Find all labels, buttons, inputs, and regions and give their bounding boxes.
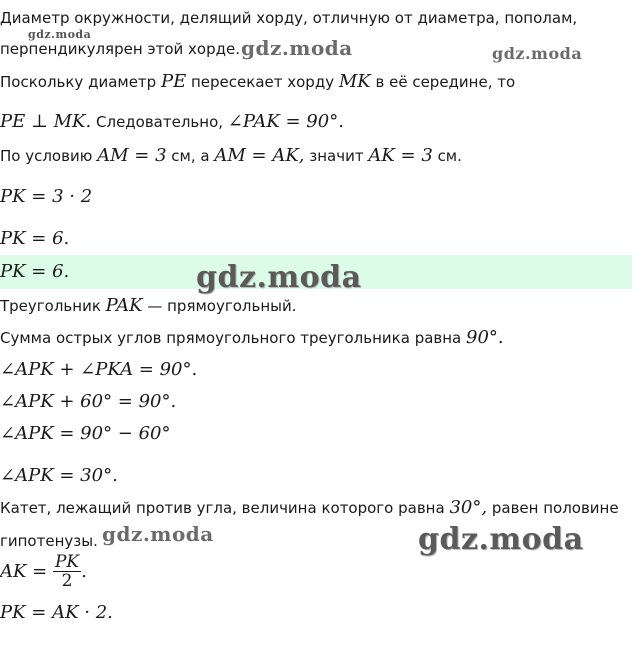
watermark: gdz.moda — [492, 44, 583, 63]
math: PAK — [105, 295, 143, 316]
watermark: gdz.moda — [418, 522, 584, 557]
text: равен половине — [487, 499, 619, 517]
math: ∠PAK = 90°. — [227, 111, 344, 132]
math: AM = AK, — [214, 145, 305, 166]
fraction — [53, 553, 81, 590]
text-line-2: перпендикулярен этой хорде. — [0, 40, 240, 58]
watermark: gdz.moda — [28, 28, 92, 41]
text-line-4 — [0, 112, 344, 132]
formula-line-6: PK = 3 · 2 — [0, 186, 93, 207]
text: По условию — [0, 147, 98, 165]
math: AK = 3 — [368, 145, 433, 166]
math: AK = — [0, 561, 53, 582]
math: . — [81, 561, 87, 582]
formula-line-14: ∠APK = 30°. — [0, 465, 118, 486]
text-line-9 — [0, 296, 297, 316]
watermark: gdz.moda — [241, 36, 353, 60]
math: AM = 3 — [97, 145, 167, 166]
math: PE ⊥ MK. — [0, 111, 92, 132]
watermark: gdz.moda — [196, 260, 362, 295]
text: Треугольник — [0, 297, 106, 315]
text-line-15 — [0, 498, 619, 518]
text: в её середине, то — [370, 73, 516, 91]
formula-line-11: ∠APK + ∠PKA = 90°. — [0, 359, 198, 380]
text: Катет, лежащий против угла, величина которого равна — [0, 499, 450, 517]
watermark: gdz.moda — [102, 522, 214, 546]
formula-line-17 — [0, 553, 87, 590]
text: Следовательно, — [91, 113, 228, 131]
text-line-16: гипотенузы. — [0, 532, 98, 550]
formula-line-8: PK = 6. — [0, 261, 70, 282]
math: 30°, — [449, 497, 488, 518]
text: Сумма острых углов прямоугольного треугольника равна — [0, 329, 467, 347]
formula-line-12: ∠APK + 60° = 90°. — [0, 391, 177, 412]
text: пересекает хорду — [186, 73, 339, 91]
fraction-denominator: 2 — [61, 571, 73, 591]
fraction-numerator: PK — [54, 552, 80, 572]
text: — прямоугольный. — [142, 297, 297, 315]
text: значит — [304, 147, 369, 165]
text: см, а — [166, 147, 215, 165]
math: 90°. — [466, 327, 504, 348]
math: PE — [160, 71, 187, 92]
text-line-3 — [0, 72, 515, 92]
text-line-5 — [0, 146, 462, 166]
text-line-10 — [0, 328, 504, 348]
text-line-1: Диаметр окружности, делящий хорду, отличную от диаметра, пополам, — [0, 9, 578, 27]
text: см. — [432, 147, 462, 165]
formula-line-7: PK = 6. — [0, 228, 70, 249]
text: Поскольку диаметр — [0, 73, 161, 91]
formula-line-18: PK = AK · 2. — [0, 602, 113, 623]
formula-line-13: ∠APK = 90° − 60° — [0, 423, 171, 444]
math: MK — [338, 71, 371, 92]
